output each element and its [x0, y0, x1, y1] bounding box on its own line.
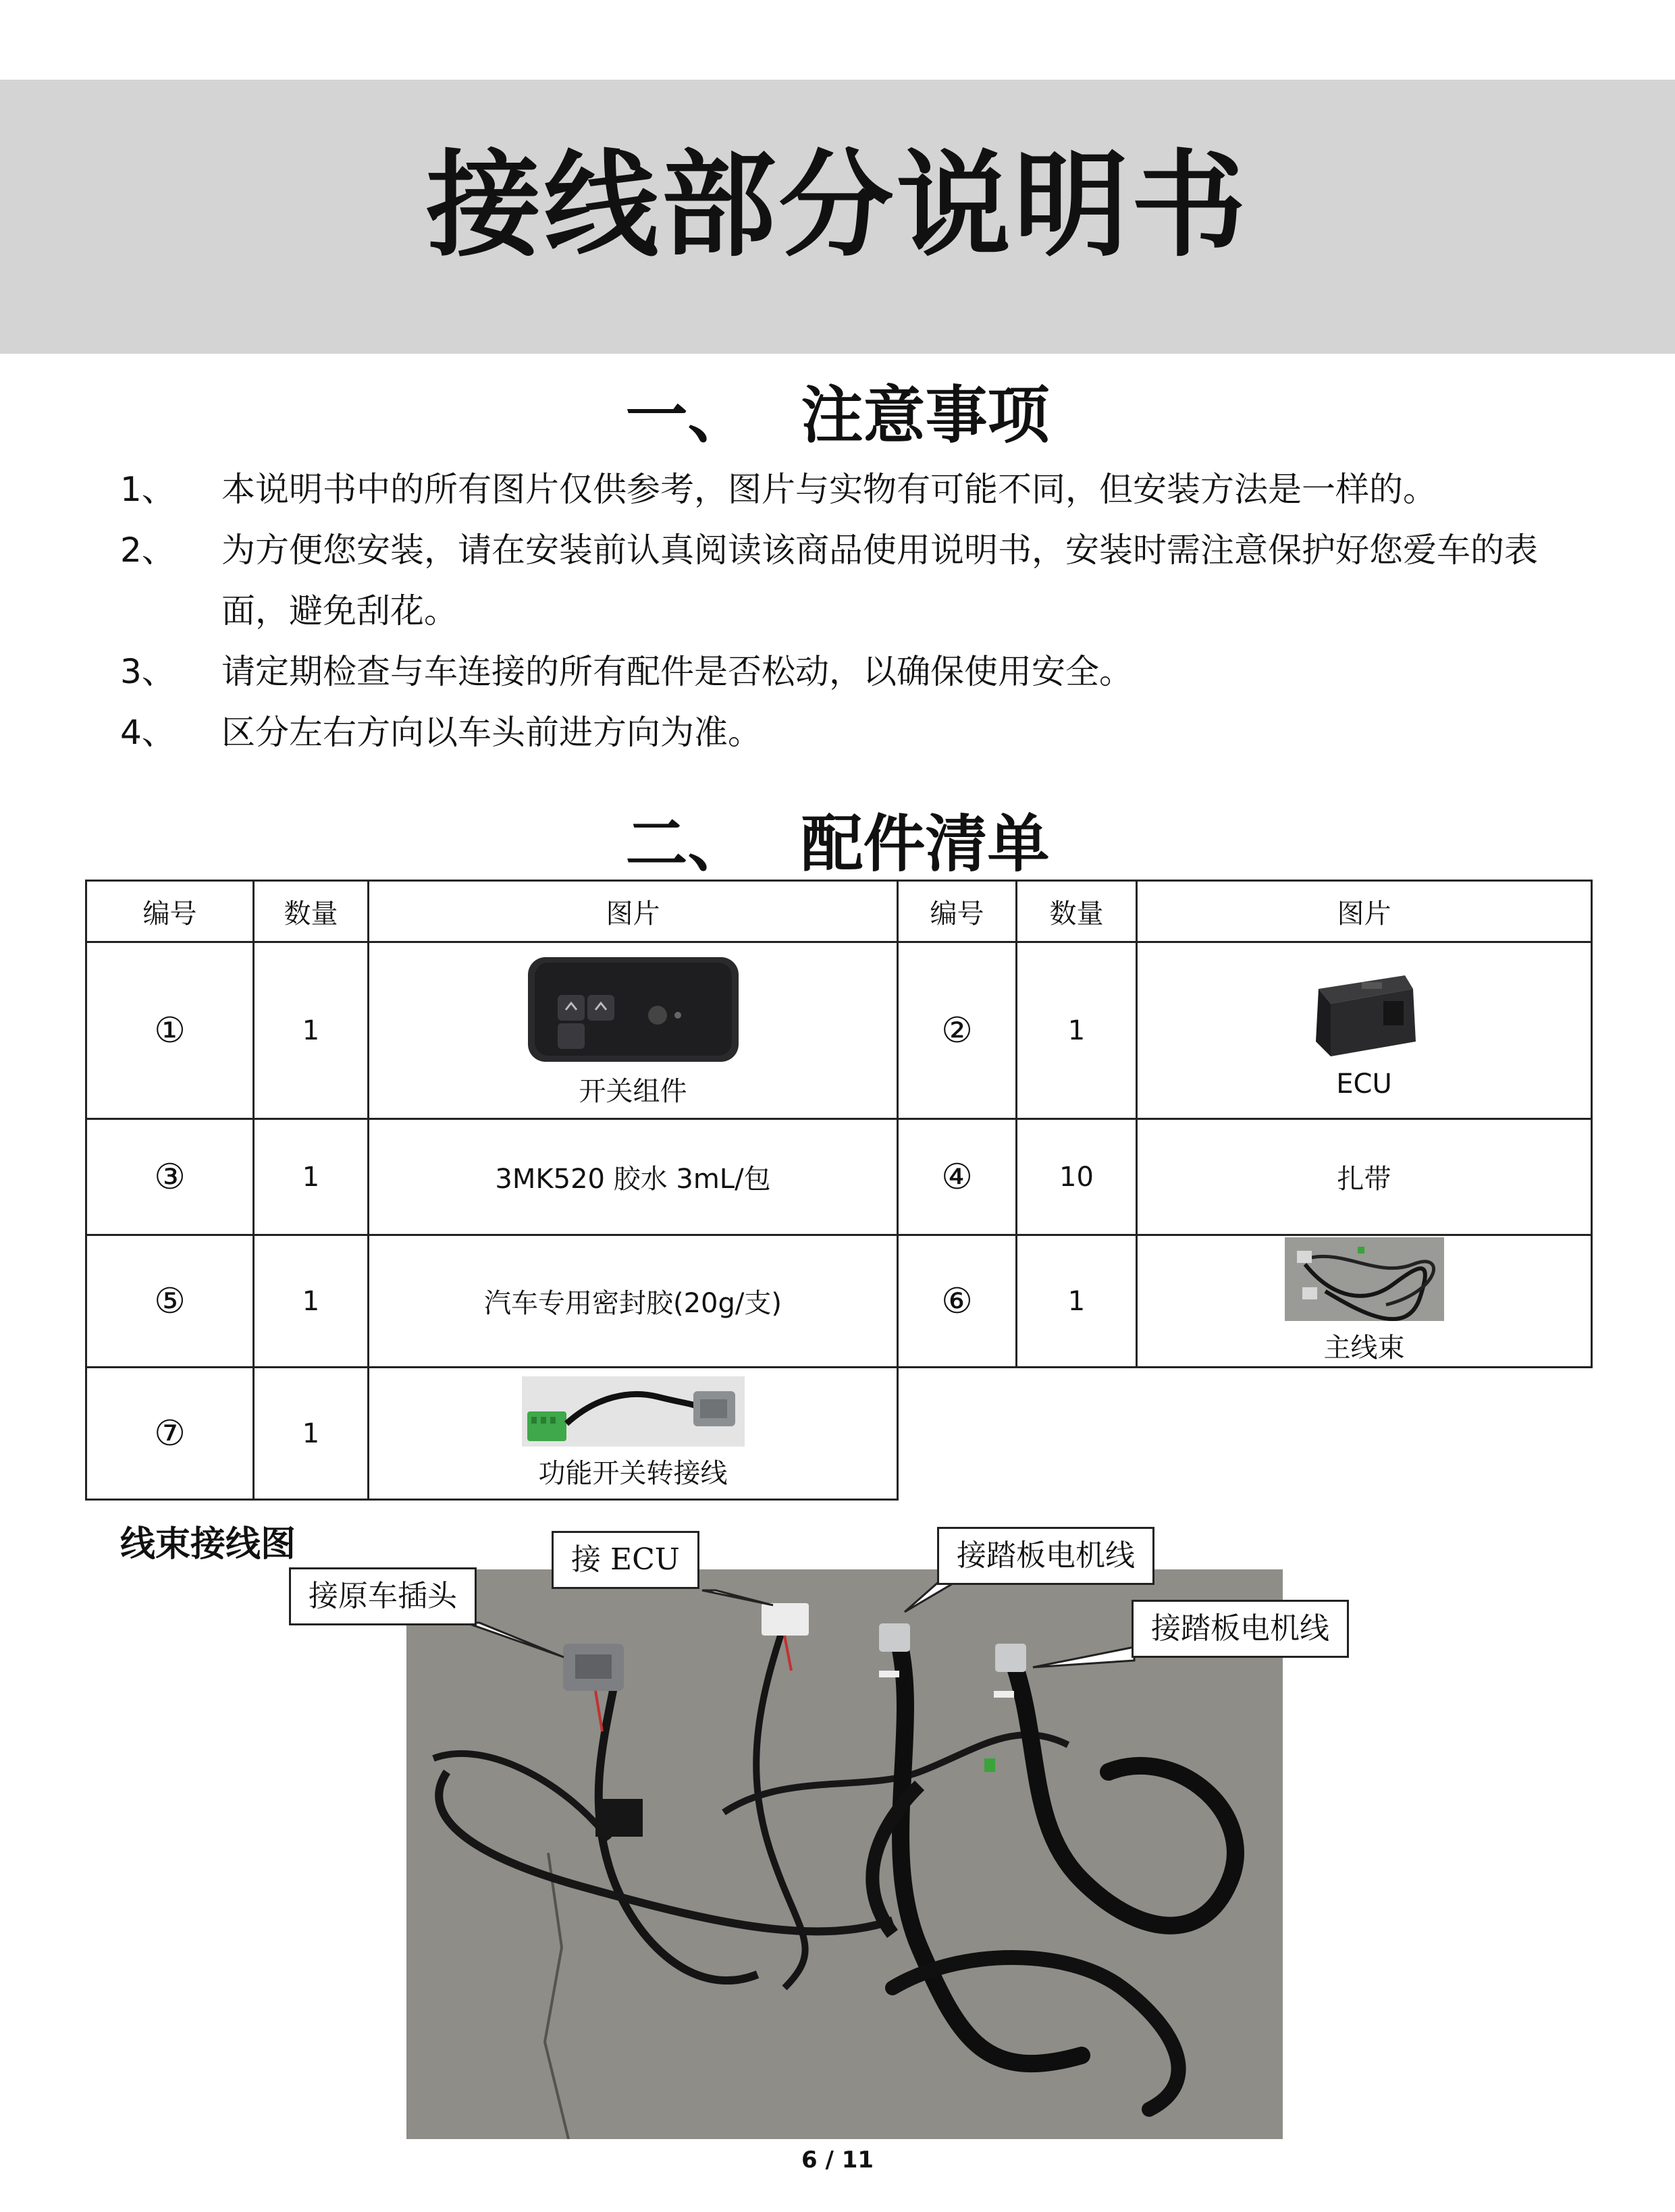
item-description: 扎带	[1137, 1119, 1592, 1235]
table-header-row	[86, 881, 1592, 942]
column-header: 数量	[254, 881, 369, 942]
column-header: 数量	[1017, 881, 1137, 942]
section1-heading	[0, 379, 1675, 452]
item-number: ⑦	[86, 1368, 254, 1500]
note-text: 区分左右方向以车头前进方向为准。	[221, 713, 762, 752]
section2-number: 二、	[625, 808, 750, 880]
table-row	[86, 942, 1592, 1119]
note-text: 请定期检查与车连接的所有配件是否松动，以确保使用安全。	[221, 652, 1133, 691]
item-caption: 开关组件	[579, 1075, 687, 1107]
note-index: 4、	[120, 713, 176, 752]
note-item	[120, 702, 1572, 763]
table-row	[86, 1368, 1592, 1500]
wire-harness-icon	[1285, 1237, 1444, 1321]
item-number: ⑥	[898, 1235, 1017, 1368]
callout-original-plug: 接原车插头	[289, 1567, 477, 1625]
column-header: 编号	[86, 881, 254, 942]
item-quantity: 1	[254, 1235, 369, 1368]
item-quantity: 10	[1017, 1119, 1137, 1235]
note-index: 2、	[120, 531, 176, 570]
note-index: 1、	[120, 470, 176, 509]
item-quantity: 1	[254, 1119, 369, 1235]
parts-table	[85, 880, 1593, 1501]
item-number: ④	[898, 1119, 1017, 1235]
adapter-cable-icon	[522, 1376, 745, 1447]
note-item	[120, 459, 1572, 520]
item-number: ③	[86, 1119, 254, 1235]
item-number: ②	[898, 942, 1017, 1119]
item-caption: ECU	[1336, 1068, 1392, 1100]
column-header: 编号	[898, 881, 1017, 942]
ecu-box-icon	[1304, 962, 1425, 1063]
item-quantity: 1	[1017, 1235, 1137, 1368]
item-picture-cell	[369, 1368, 898, 1500]
section2-heading	[0, 808, 1675, 880]
section1-number: 一、	[625, 379, 750, 452]
note-text: 为方便您安装，请在安装前认真阅读该商品使用说明书，安装时需注意保护好您爱车的表面，避免刮花。	[221, 531, 1538, 630]
note-index: 3、	[120, 652, 176, 691]
section1-title: 注意事项	[801, 379, 1050, 452]
column-header: 图片	[1137, 881, 1592, 942]
item-caption: 主线束	[1323, 1332, 1405, 1364]
item-number: ⑤	[86, 1235, 254, 1368]
note-item	[120, 520, 1572, 641]
item-quantity: 1	[1017, 942, 1137, 1119]
callout-pedal-motor-2: 接踏板电机线	[1132, 1600, 1349, 1658]
item-number: ①	[86, 942, 254, 1119]
callout-ecu: 接 ECU	[552, 1531, 699, 1589]
page-title: 接线部分说明书	[426, 139, 1249, 273]
note-item	[120, 641, 1572, 702]
page-number: 6 / 11	[801, 2147, 874, 2174]
notes-list	[120, 459, 1572, 763]
item-caption: 功能开关转接线	[538, 1458, 728, 1489]
table-row	[86, 1235, 1592, 1368]
table-row	[86, 1119, 1592, 1235]
switch-panel-icon	[525, 953, 741, 1064]
section2-title: 配件清单	[801, 808, 1050, 880]
item-description: 汽车专用密封胶(20g/支)	[369, 1235, 898, 1368]
item-picture-cell	[1137, 942, 1592, 1119]
item-picture-cell	[369, 942, 898, 1119]
note-text: 本说明书中的所有图片仅供参考，图片与实物有可能不同，但安装方法是一样的。	[221, 470, 1437, 509]
item-quantity: 1	[254, 942, 369, 1119]
column-header: 图片	[369, 881, 898, 942]
diagram-title: 线束接线图	[120, 1524, 296, 1565]
item-picture-cell	[1137, 1235, 1592, 1368]
callout-pedal-motor-1: 接踏板电机线	[937, 1527, 1154, 1585]
item-quantity: 1	[254, 1368, 369, 1500]
item-description: 3MK520 胶水 3mL/包	[369, 1119, 898, 1235]
